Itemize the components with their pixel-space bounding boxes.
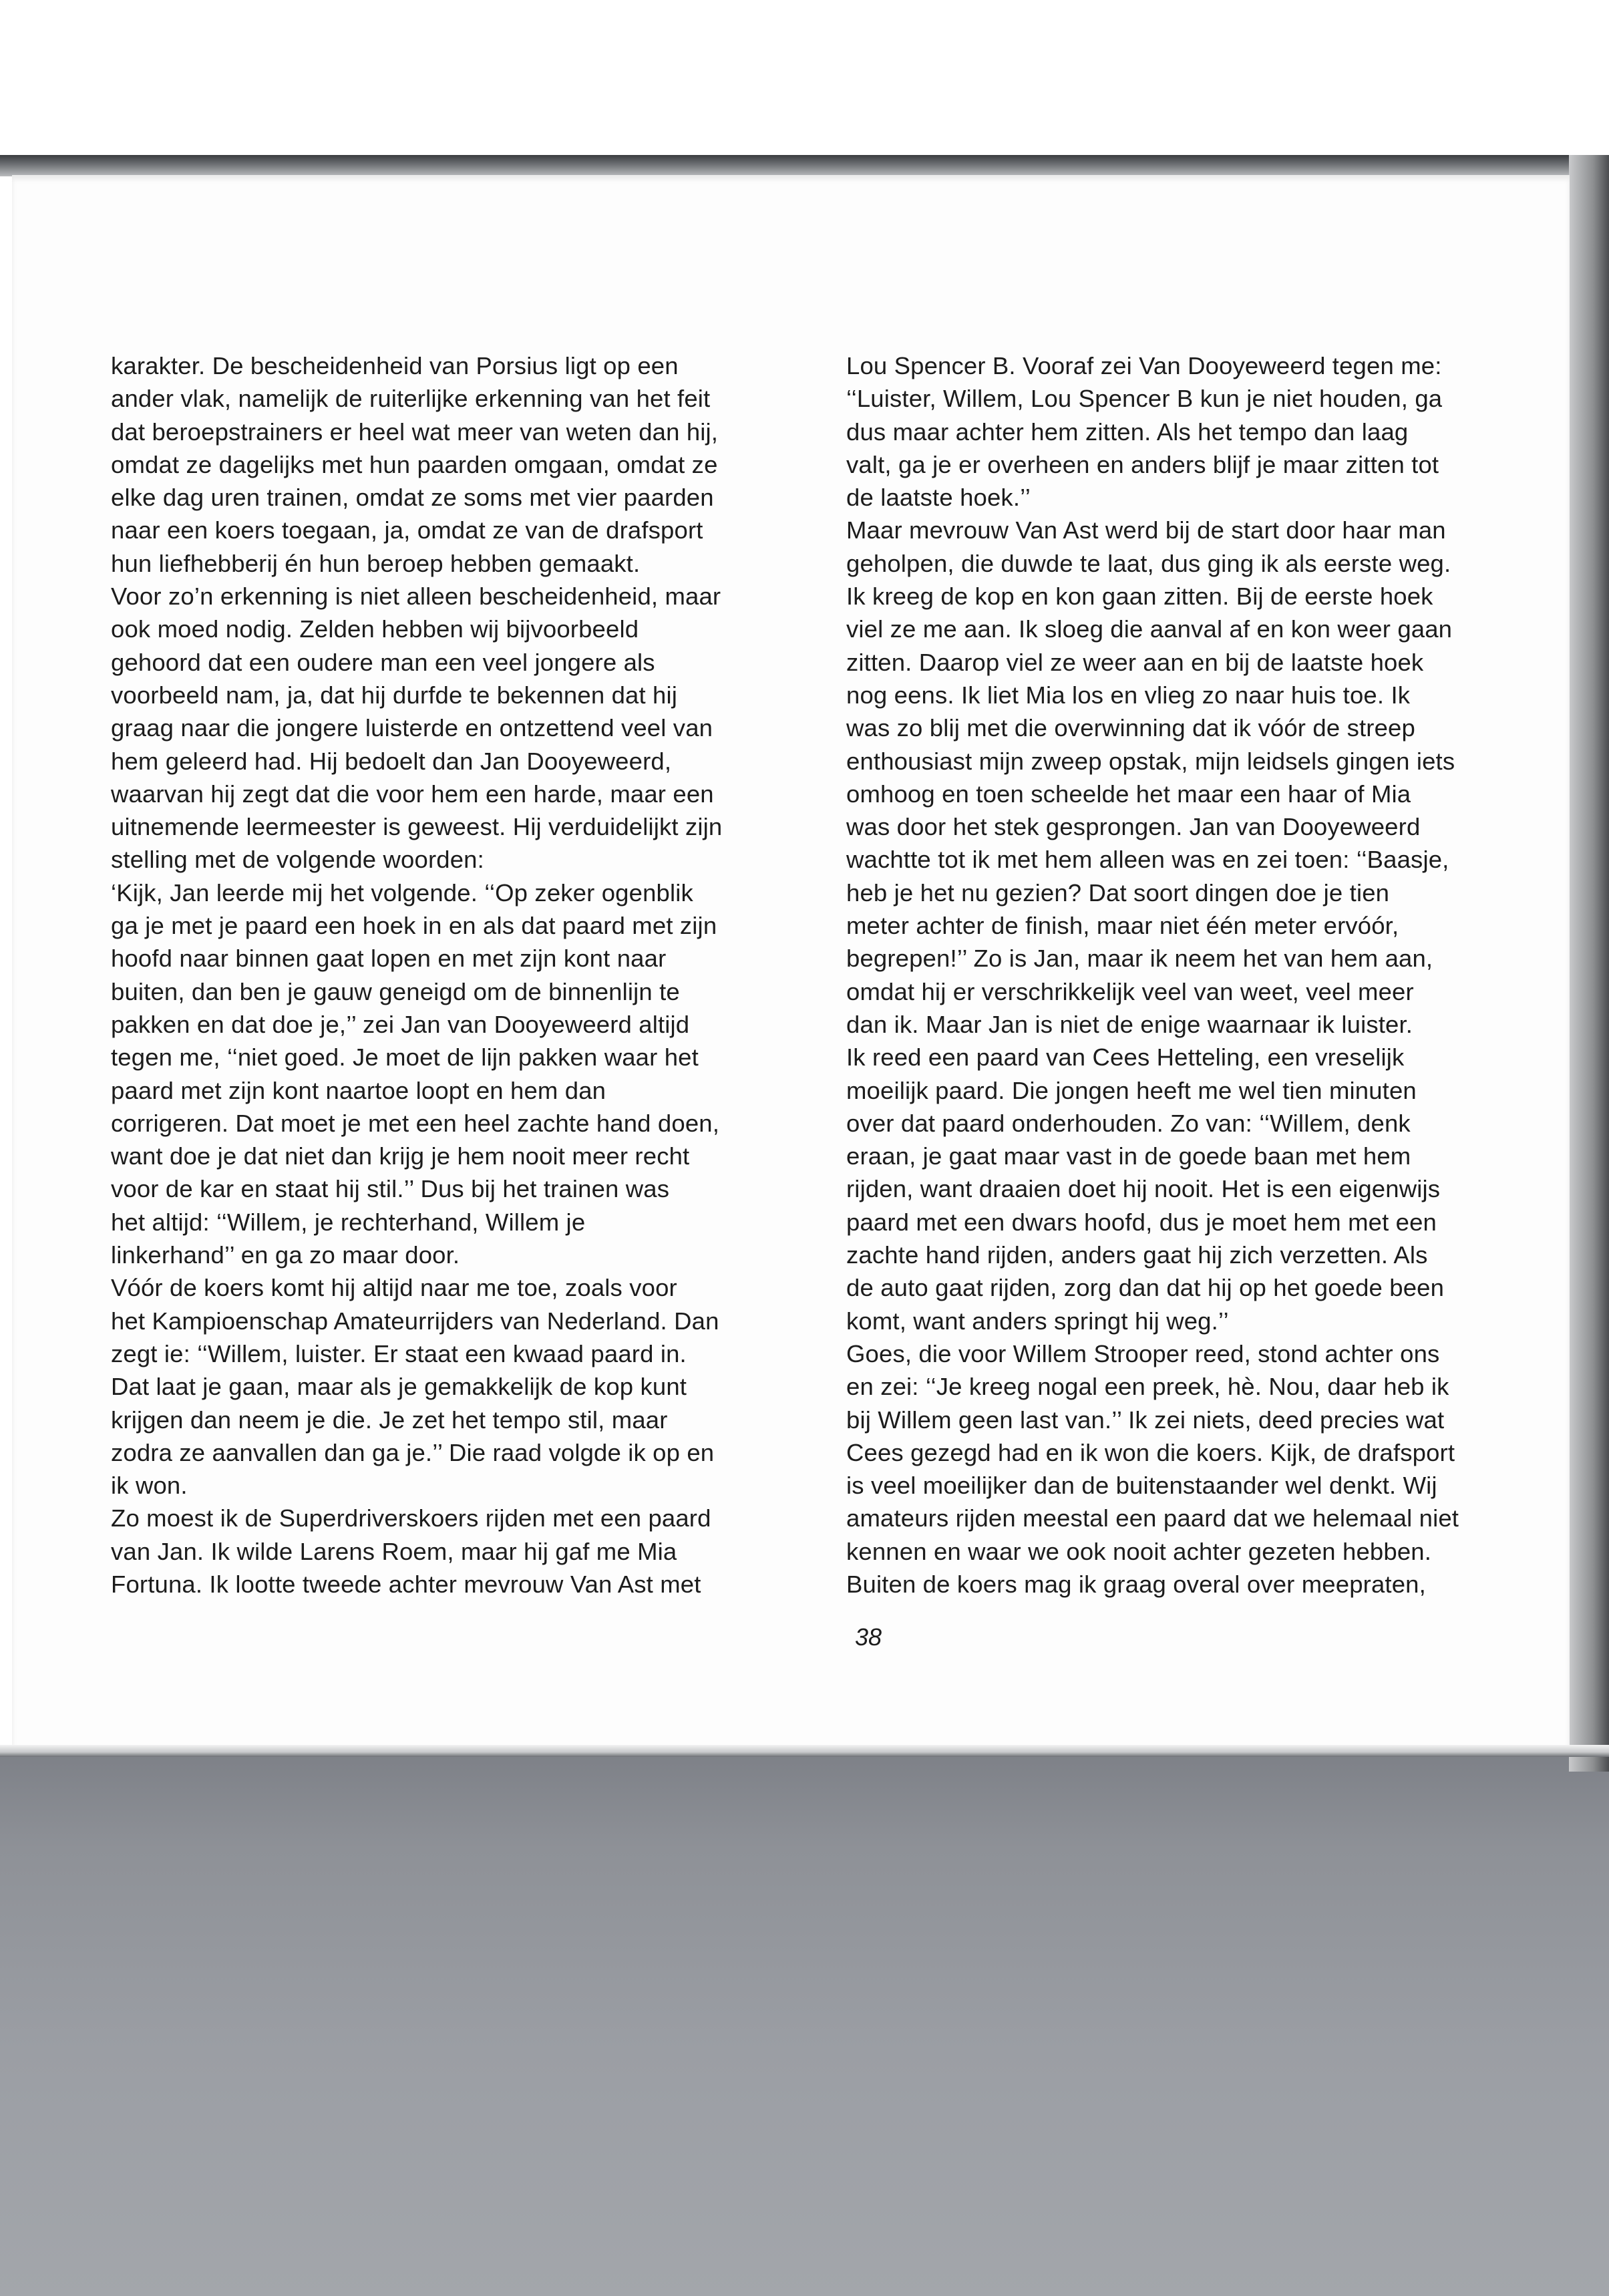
text-line: hun liefhebberij én hun beroep hebben gemaakt. — [111, 549, 641, 577]
text-line: ‘‘Luister, Willem, Lou Spencer B kun je niet houden, ga — [846, 385, 1443, 413]
text-line: ander vlak, namelijk de ruiterlijke erkenning van het feit — [111, 385, 711, 413]
text-line: begrepen!’’ Zo is Jan, maar ik neem het van hem aan, — [846, 945, 1433, 973]
text-line: dus maar achter hem zitten. Als het tempo dan laag — [846, 418, 1409, 446]
text-line: want doe je dat niet dan krijg je hem nooit meer recht — [111, 1142, 690, 1170]
text-line: hem geleerd had. Hij bedoelt dan Jan Dooyeweerd, — [111, 747, 672, 775]
text-line: paard met zijn kont naartoe loopt en hem dan — [111, 1076, 606, 1104]
text-line: gehoord dat een oudere man een veel jongere als — [111, 648, 655, 676]
text-line: Maar mevrouw Van Ast werd bij de start door haar man — [846, 516, 1446, 544]
text-line: dat beroepstrainers er heel wat meer van weten dan hij, — [111, 418, 719, 446]
table-surface — [0, 1750, 1609, 2296]
text-line: zegt ie: ‘‘Willem, luister. Er staat een kwaad paard in. — [111, 1339, 687, 1367]
text-line: moeilijk paard. Die jongen heeft me wel tien minuten — [846, 1076, 1417, 1104]
text-line: linkerhand’’ en ga zo maar door. — [111, 1241, 460, 1269]
text-line: karakter. De bescheidenheid van Porsius ligt op een — [111, 352, 679, 379]
text-line: Dat laat je gaan, maar als je gemakkelijk de kop kunt — [111, 1373, 687, 1401]
text-line: voorbeeld nam, ja, dat hij durfde te bekennen dat hij — [111, 681, 678, 709]
text-line: wachtte tot ik met hem alleen was en zei toen: ‘‘Baasje, — [846, 846, 1449, 874]
text-line: paard met een dwars hoofd, dus je moet hem met een — [846, 1208, 1437, 1236]
text-line: meter achter de finish, maar niet één meter ervóór, — [846, 912, 1399, 940]
text-line: elke dag uren trainen, omdat ze soms met vier paarden — [111, 484, 714, 512]
text-line: omdat hij er verschrikkelijk veel van weet, veel meer — [846, 977, 1414, 1005]
text-line: voor de kar en staat hij stil.’’ Dus bij het trainen was — [111, 1175, 670, 1203]
text-line: was door het stek gesprongen. Jan van Dooyeweerd — [846, 813, 1421, 841]
text-line: Ik kreeg de kop en kon gaan zitten. Bij de eerste hoek — [846, 583, 1433, 611]
text-line: Vóór de koers komt hij altijd naar me toe, zoals voor — [111, 1274, 677, 1302]
text-line: nog eens. Ik liet Mia los en vlieg zo naar huis toe. Ik — [846, 681, 1411, 709]
text-line: hoofd naar binnen gaat lopen en met zijn kont naar — [111, 945, 667, 973]
text-line: omhoog en toen scheelde het maar een haar of Mia — [846, 780, 1411, 808]
text-line: over dat paard onderhouden. Zo van: ‘‘Willem, denk — [846, 1109, 1411, 1137]
text-line: zodra ze aanvallen dan ga je.’’ Die raad volgde ik op en — [111, 1438, 715, 1466]
text-line: omdat ze dagelijks met hun paarden omgaan, omdat ze — [111, 450, 718, 478]
text-line: viel ze me aan. Ik sloeg die aanval af en kon weer gaan — [846, 615, 1453, 643]
text-line: zachte hand rijden, anders gaat hij zich verzetten. Als — [846, 1241, 1428, 1269]
text-line: de auto gaat rijden, zorg dan dat hij op het goede been — [846, 1274, 1445, 1302]
right-text-column — [846, 349, 1541, 1601]
text-line: amateurs rijden meestal een paard dat we helemaal niet — [846, 1504, 1459, 1532]
text-line: van Jan. Ik wilde Larens Roem, maar hij gaf me Mia — [111, 1537, 677, 1565]
text-line: was zo blij met die overwinning dat ik vóór de streep — [846, 714, 1415, 742]
text-line: de laatste hoek.’’ — [846, 484, 1031, 512]
book-bottom-edge — [0, 1745, 1609, 1757]
text-line: valt, ga je er overheen en anders blijf je maar zitten tot — [846, 450, 1439, 478]
text-line: dan ik. Maar Jan is niet de enige waarnaar ik luister. — [846, 1010, 1413, 1038]
text-line: Voor zo’n erkenning is niet alleen bescheidenheid, maar — [111, 583, 721, 611]
text-line: stelling met de volgende woorden: — [111, 846, 484, 874]
text-line: kennen en waar we ook nooit achter gezeten hebben. — [846, 1537, 1432, 1565]
text-line: ga je met je paard een hoek in en als dat paard met zijn — [111, 912, 717, 940]
text-line: is veel moeilijker dan de buitenstaander wel denkt. Wij — [846, 1472, 1437, 1500]
text-line: bij Willem geen last van.’’ Ik zei niets, deed precies wat — [846, 1406, 1445, 1434]
text-line: Cees gezegd had en ik won die koers. Kijk, de drafsport — [846, 1438, 1455, 1466]
text-line: rijden, want draaien doet hij nooit. Het is een eigenwijs — [846, 1175, 1441, 1203]
text-line: krijgen dan neem je die. Je zet het tempo stil, maar — [111, 1406, 668, 1434]
text-line: naar een koers toegaan, ja, omdat ze van de drafsport — [111, 516, 703, 544]
text-line: Goes, die voor Willem Strooper reed, stond achter ons — [846, 1339, 1440, 1367]
book-top-edge — [0, 155, 1609, 176]
text-line: ook moed nodig. Zelden hebben wij bijvoorbeeld — [111, 615, 639, 643]
text-line: heb je het nu gezien? Dat soort dingen doe je tien — [846, 878, 1390, 907]
text-line: enthousiast mijn zweep opstak, mijn leidsels gingen iets — [846, 747, 1455, 775]
text-line: het Kampioenschap Amateurrijders van Nederland. Dan — [111, 1307, 719, 1335]
text-line: corrigeren. Dat moet je met een heel zachte hand doen, — [111, 1109, 720, 1137]
text-line: tegen me, ‘‘niet goed. Je moet de lijn pakken waar het — [111, 1043, 699, 1072]
text-line: eraan, je gaat maar vast in de goede baan met hem — [846, 1142, 1411, 1170]
left-text-column — [111, 349, 827, 1601]
text-line: graag naar die jongere luisterde en ontzettend veel van — [111, 714, 713, 742]
book-right-edge — [1569, 155, 1609, 1772]
text-line: Ik reed een paard van Cees Hetteling, een vreselijk — [846, 1043, 1405, 1072]
text-line: het altijd: ‘‘Willem, je rechterhand, Willem je — [111, 1208, 586, 1236]
page-number: 38 — [855, 1623, 882, 1651]
text-line: zitten. Daarop viel ze weer aan en bij de laatste hoek — [846, 648, 1424, 676]
text-line: Lou Spencer B. Vooraf zei Van Dooyeweerd tegen me: — [846, 352, 1442, 379]
text-line: uitnemende leermeester is geweest. Hij verduidelijkt zijn — [111, 813, 723, 841]
text-line: Zo moest ik de Superdriverskoers rijden met een paard — [111, 1504, 711, 1532]
text-line: waarvan hij zegt dat die voor hem een harde, maar een — [111, 780, 714, 808]
text-line: en zei: ‘‘Je kreeg nogal een preek, hè. Nou, daar heb ik — [846, 1373, 1449, 1401]
text-line: ‘Kijk, Jan leerde mij het volgende. ‘‘Op zeker ogenblik — [111, 878, 693, 907]
text-line: pakken en dat doe je,’’ zei Jan van Dooyeweerd altijd — [111, 1010, 690, 1038]
text-line: komt, want anders springt hij weg.’’ — [846, 1307, 1229, 1335]
text-line: ik won. — [111, 1472, 188, 1500]
text-line: Buiten de koers mag ik graag overal over meepraten, — [846, 1570, 1426, 1598]
text-line: Fortuna. Ik lootte tweede achter mevrouw Van Ast met — [111, 1570, 701, 1598]
text-line: geholpen, die duwde te laat, dus ging ik als eerste weg. — [846, 549, 1451, 577]
text-line: buiten, dan ben je gauw geneigd om de binnenlijn te — [111, 977, 680, 1005]
scan-top-margin — [0, 0, 1609, 154]
